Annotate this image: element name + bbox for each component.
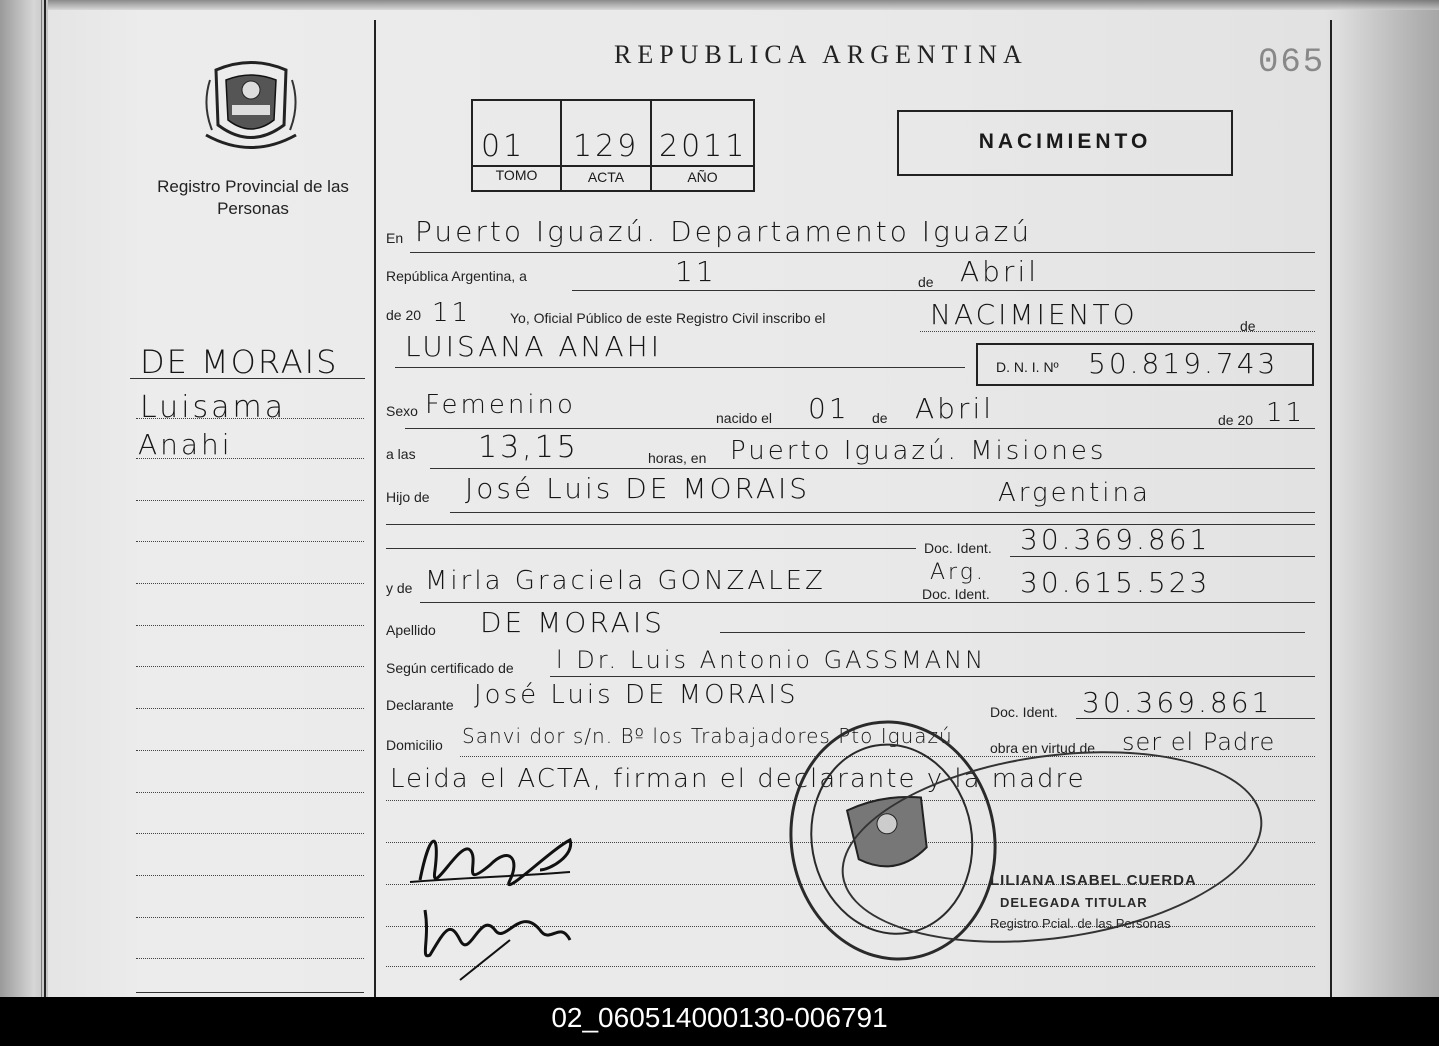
margin-line <box>130 378 365 379</box>
label-declarante: Declarante <box>386 697 454 713</box>
form-line <box>420 602 1315 603</box>
label-hijo-de: Hijo de <box>386 489 430 505</box>
folio-number: 065 <box>1258 44 1326 82</box>
margin-line <box>136 708 364 709</box>
label-apellido: Apellido <box>386 622 436 638</box>
form-line <box>550 676 1315 677</box>
tomo-label: TOMO <box>495 167 538 183</box>
place-of-registration: Puerto Iguazú. Departamento Iguazú <box>415 215 1033 248</box>
form-line <box>405 428 1315 429</box>
form-line <box>920 331 1315 332</box>
book-binding-edge <box>0 0 48 997</box>
label-doc-ident: Doc. Ident. <box>922 586 990 602</box>
margin-name-1: Luisama <box>140 390 287 425</box>
label-domicilio: Domicilio <box>386 737 443 753</box>
label-de-20: de 20 <box>1218 412 1254 428</box>
margin-line <box>136 792 364 793</box>
left-page-border <box>44 0 46 997</box>
image-caption: 02_060514000130-006791 <box>0 997 1439 1046</box>
birth-time: 13,15 <box>478 430 579 465</box>
form-line <box>430 468 1315 469</box>
label-obra-en-virtud: obra en virtud de <box>990 740 1096 756</box>
right-page-border <box>1330 20 1332 997</box>
label-republica: República Argentina, a <box>386 268 527 284</box>
label-oficial: Yo, Oficial Público de este Registro Civil inscribo el <box>510 310 826 326</box>
father-doc-number: 30.369.861 <box>1020 523 1211 556</box>
declarant-relation: ser el Padre <box>1122 728 1276 756</box>
margin-line <box>136 833 364 834</box>
form-line <box>720 632 1305 633</box>
margin-line <box>136 666 364 667</box>
record-type-box <box>897 110 1233 176</box>
record-type: NACIMIENTO <box>978 130 1152 153</box>
form-line <box>572 290 1315 291</box>
mother-doc-number: 30.615.523 <box>1020 566 1211 599</box>
label-segun-certificado: Según certificado de <box>386 660 514 676</box>
child-name: LUISANA ANAHI <box>405 330 662 363</box>
label-doc-ident: Doc. Ident. <box>924 540 992 556</box>
margin-line <box>136 992 364 993</box>
act-type: NACIMIENTO <box>930 298 1138 331</box>
margin-column-divider <box>374 20 376 997</box>
label-y-de: y de <box>386 580 413 596</box>
form-line <box>1076 718 1315 719</box>
official-name: LILIANA ISABEL CUERDA <box>990 872 1197 889</box>
label-nacido-el: nacido el <box>716 410 773 426</box>
margin-line <box>136 500 364 501</box>
surname-value: DE MORAIS <box>480 606 665 639</box>
form-line <box>386 548 916 549</box>
label-horas-en: horas, en <box>648 450 707 466</box>
margin-line <box>136 418 364 419</box>
label-a-las: a las <box>386 446 416 462</box>
margin-line <box>136 917 364 918</box>
label-de-20: de 20 <box>386 307 422 323</box>
margin-surname: DE MORAIS <box>140 343 339 381</box>
declarant-doc-number: 30.369.861 <box>1082 686 1273 719</box>
page-right-shadow <box>1339 0 1439 997</box>
mother-nationality: Arg. <box>930 560 986 585</box>
anio-label: AÑO <box>687 169 718 185</box>
provincial-seal-icon <box>196 50 306 160</box>
label-de: de <box>872 410 888 426</box>
form-line <box>450 512 1315 513</box>
tomo-value: 01 <box>481 129 526 164</box>
father-name: José Luis DE MORAIS <box>465 472 811 505</box>
label-en: En <box>386 230 404 246</box>
closing-statement: Leida el ACTA, firman el declarante y la madre <box>390 764 1086 794</box>
dni-number: 50.819.743 <box>1088 347 1279 380</box>
margin-line <box>136 625 364 626</box>
anio-value: 2011 <box>659 129 748 164</box>
label-doc-ident: Doc. Ident. <box>990 704 1058 720</box>
registry-name: Registro Provincial de las Personas <box>157 177 349 218</box>
address-value: Sanvi dor s/n. Bº los Trabajadores Pto Iguazú <box>462 724 953 748</box>
father-nationality: Argentina <box>998 478 1151 508</box>
registration-month: Abril <box>960 255 1039 288</box>
margin-line <box>136 541 364 542</box>
label-de: de <box>1240 318 1256 334</box>
margin-line <box>136 958 364 959</box>
birth-day: 01 <box>808 392 850 425</box>
declarant-name: José Luis DE MORAIS <box>474 680 799 710</box>
certifying-doctor: l Dr. Luis Antonio GASSMANN <box>556 646 987 674</box>
margin-name-2: Anahi <box>138 428 233 461</box>
margin-line <box>136 750 364 751</box>
registration-year: 11 <box>432 298 472 328</box>
country-heading: REPUBLICA ARGENTINA <box>614 40 1028 69</box>
mother-name: Mirla Graciela GONZALEZ <box>425 566 826 596</box>
dni-label: D. N. I. Nº <box>996 359 1059 375</box>
acta-label: ACTA <box>587 169 625 185</box>
birth-month: Abril <box>915 392 994 425</box>
margin-line <box>136 583 364 584</box>
birth-place: Puerto Iguazú. Misiones <box>730 436 1107 466</box>
margin-line <box>136 458 364 459</box>
registration-day: 11 <box>675 255 717 288</box>
handwritten-signatures <box>400 810 590 990</box>
form-line <box>395 367 965 368</box>
official-office: Registro Pcial. de las Personas <box>990 916 1171 931</box>
official-title: DELEGADA TITULAR <box>1000 895 1148 910</box>
acta-box <box>471 99 755 192</box>
page-top-shadow <box>0 0 1439 10</box>
label-de: de <box>918 274 934 290</box>
form-line <box>1010 556 1315 557</box>
margin-line <box>136 875 364 876</box>
birth-year: 11 <box>1266 398 1306 428</box>
dni-box <box>976 343 1314 386</box>
acta-value: 129 <box>573 129 640 164</box>
sex-value: Femenino <box>425 390 576 420</box>
label-sexo: Sexo <box>386 403 418 419</box>
form-line <box>410 252 1315 253</box>
